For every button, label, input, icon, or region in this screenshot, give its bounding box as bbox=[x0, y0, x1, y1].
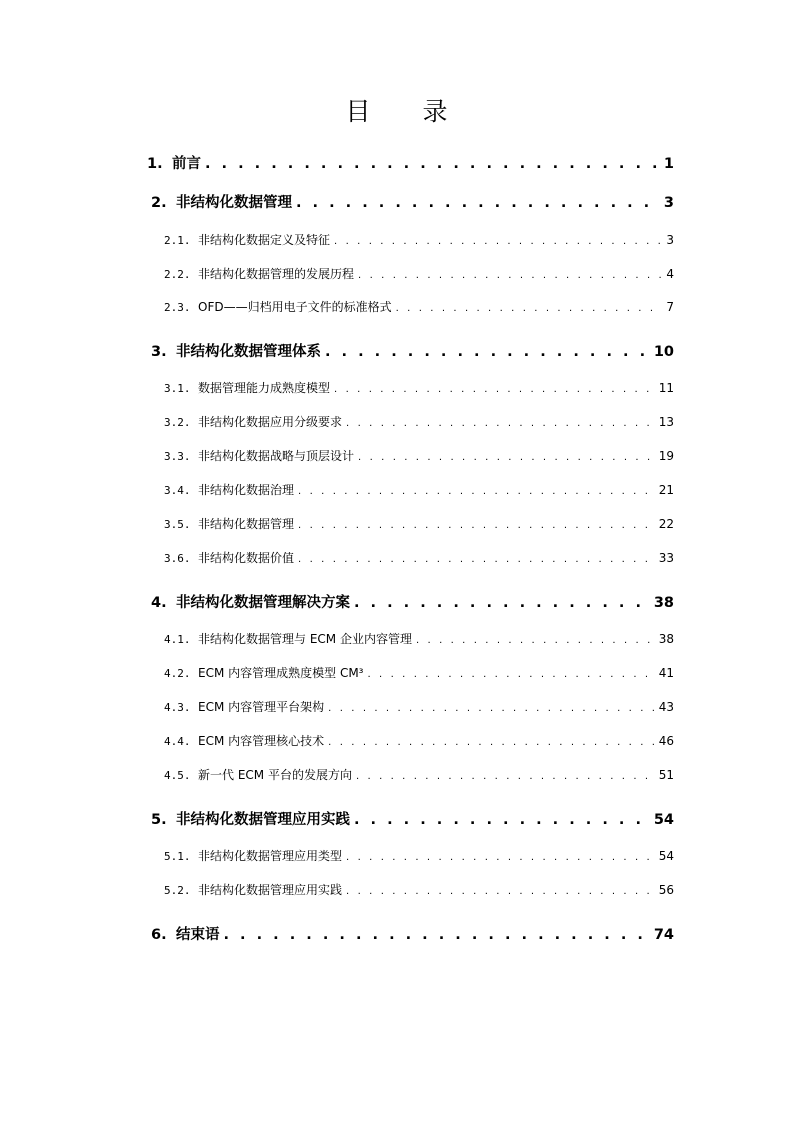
toc-entry-title: 非结构化数据管理的发展历程 bbox=[198, 267, 355, 281]
toc-entry-number: 5.2. bbox=[164, 884, 191, 897]
toc-entry-5-2[interactable] bbox=[164, 881, 674, 898]
toc-entry-5-1[interactable] bbox=[164, 847, 674, 864]
toc-dot-leader bbox=[368, 669, 655, 680]
toc-entry-page: 56 bbox=[658, 883, 674, 897]
toc-entry-number: 6. bbox=[151, 927, 167, 943]
toc-entry-page: 43 bbox=[658, 700, 674, 714]
toc-entry-title: 非结构化数据价值 bbox=[198, 551, 295, 565]
toc-dot-leader bbox=[416, 635, 655, 646]
toc-entry-page: 19 bbox=[658, 449, 674, 463]
toc-dot-leader bbox=[298, 486, 655, 497]
toc-entry-number: 4.1. bbox=[164, 633, 191, 646]
toc-dot-leader bbox=[224, 927, 650, 943]
toc-dot-leader bbox=[354, 812, 650, 828]
toc-entry-3-4[interactable] bbox=[164, 481, 674, 498]
toc-entry-title: OFD——归档用电子文件的标准格式 bbox=[198, 300, 392, 314]
toc-title: 目 录 bbox=[345, 97, 470, 126]
toc-entry-page: 3 bbox=[666, 233, 674, 247]
toc-entry-3[interactable] bbox=[151, 340, 674, 361]
toc-entry-3-5[interactable] bbox=[164, 515, 674, 532]
toc-dot-leader bbox=[346, 886, 655, 897]
toc-entry-title: 结束语 bbox=[176, 927, 220, 943]
toc-entry-number: 2.2. bbox=[164, 268, 191, 281]
toc-dot-leader bbox=[356, 771, 655, 782]
toc-entry-title: 非结构化数据管理应用实践 bbox=[176, 812, 350, 828]
toc-entry-title: 非结构化数据管理体系 bbox=[176, 344, 321, 360]
toc-entry-6[interactable] bbox=[151, 923, 674, 944]
toc-entry-page: 7 bbox=[666, 300, 674, 314]
toc-entry-4-3[interactable] bbox=[164, 698, 674, 715]
toc-entry-title: 非结构化数据管理与 ECM 企业内容管理 bbox=[198, 632, 412, 646]
toc-entry-title: 非结构化数据战略与顶层设计 bbox=[198, 449, 355, 463]
toc-entry-title: ECM 内容管理核心技术 bbox=[198, 734, 325, 748]
toc-entry-number: 5. bbox=[151, 812, 167, 828]
toc-entry-page: 54 bbox=[653, 812, 674, 828]
toc-entry-title: 非结构化数据管理 bbox=[198, 517, 295, 531]
toc-entry-page: 38 bbox=[658, 632, 674, 646]
toc-entry-number: 3.4. bbox=[164, 484, 191, 497]
toc-entry-title: 非结构化数据管理应用实践 bbox=[198, 883, 343, 897]
toc-dot-leader bbox=[328, 737, 655, 748]
toc-entry-page: 4 bbox=[666, 267, 674, 281]
toc-entry-3-6[interactable] bbox=[164, 549, 674, 566]
toc-entry-number: 3.6. bbox=[164, 552, 191, 565]
toc-dot-leader bbox=[298, 554, 655, 565]
toc-entry-2[interactable] bbox=[151, 191, 674, 212]
toc-entry-1[interactable] bbox=[147, 152, 674, 173]
toc-entry-number: 5.1. bbox=[164, 850, 191, 863]
toc-entry-5[interactable] bbox=[151, 808, 674, 829]
toc-entry-2-2[interactable] bbox=[164, 265, 674, 282]
toc-entry-number: 2.3. bbox=[164, 301, 191, 314]
toc-entry-4-2[interactable] bbox=[164, 664, 674, 681]
toc-entry-page: 41 bbox=[658, 666, 674, 680]
toc-entry-3-3[interactable] bbox=[164, 447, 674, 464]
toc-entry-title: 前言 bbox=[172, 156, 201, 172]
toc-entry-title: 非结构化数据应用分级要求 bbox=[198, 415, 343, 429]
toc-entry-2-1[interactable] bbox=[164, 231, 674, 248]
toc-entry-4-5[interactable] bbox=[164, 766, 674, 783]
toc-entry-page: 21 bbox=[658, 483, 674, 497]
toc-dot-leader bbox=[205, 156, 660, 172]
toc-entry-4-4[interactable] bbox=[164, 732, 674, 749]
toc-entry-title: 非结构化数据定义及特征 bbox=[198, 233, 331, 247]
toc-entry-page: 10 bbox=[653, 344, 674, 360]
toc-entry-title: 非结构化数据管理解决方案 bbox=[176, 595, 350, 611]
toc-entry-3-2[interactable] bbox=[164, 413, 674, 430]
toc-entry-page: 38 bbox=[653, 595, 674, 611]
toc-entry-3-1[interactable] bbox=[164, 379, 674, 396]
toc-entry-page: 54 bbox=[658, 849, 674, 863]
toc-dot-leader bbox=[328, 703, 655, 714]
toc-entry-number: 3.3. bbox=[164, 450, 191, 463]
toc-entry-number: 3.1. bbox=[164, 382, 191, 395]
toc-entry-number: 4.2. bbox=[164, 667, 191, 680]
toc-entry-title: ECM 内容管理平台架构 bbox=[198, 700, 325, 714]
toc-entry-page: 1 bbox=[663, 156, 674, 172]
toc-dot-leader bbox=[298, 520, 655, 531]
toc-dot-leader bbox=[325, 344, 650, 360]
toc-dot-leader bbox=[358, 452, 655, 463]
toc-dot-leader bbox=[346, 852, 655, 863]
toc-entry-number: 4.4. bbox=[164, 735, 191, 748]
toc-dot-leader bbox=[346, 418, 655, 429]
toc-entry-page: 74 bbox=[653, 927, 674, 943]
toc-entry-title: 非结构化数据管理应用类型 bbox=[198, 849, 343, 863]
toc-entry-number: 4.3. bbox=[164, 701, 191, 714]
toc-entry-page: 33 bbox=[658, 551, 674, 565]
toc-entry-number: 4.5. bbox=[164, 769, 191, 782]
toc-entry-title: 非结构化数据管理 bbox=[176, 195, 292, 211]
toc-dot-leader bbox=[396, 303, 663, 314]
toc-entry-number: 3. bbox=[151, 344, 167, 360]
toc-entry-title: 数据管理能力成熟度模型 bbox=[198, 381, 331, 395]
toc-dot-leader bbox=[354, 595, 650, 611]
toc-entry-page: 51 bbox=[658, 768, 674, 782]
toc-entry-title: ECM 内容管理成熟度模型 CM³ bbox=[198, 666, 364, 680]
toc-entry-2-3[interactable] bbox=[164, 298, 674, 315]
toc-entry-title: 新一代 ECM 平台的发展方向 bbox=[198, 768, 352, 782]
toc-entry-number: 3.2. bbox=[164, 416, 191, 429]
toc-entry-number: 2.1. bbox=[164, 234, 191, 247]
toc-entry-number: 4. bbox=[151, 595, 167, 611]
toc-entry-4-1[interactable] bbox=[164, 630, 674, 647]
toc-entry-number: 2. bbox=[151, 195, 167, 211]
toc-entry-page: 11 bbox=[658, 381, 674, 395]
toc-entry-page: 13 bbox=[658, 415, 674, 429]
toc-dot-leader bbox=[334, 384, 655, 395]
toc-entry-page: 22 bbox=[658, 517, 674, 531]
toc-dot-leader bbox=[334, 236, 662, 247]
toc-dot-leader bbox=[358, 270, 662, 281]
toc-entry-4[interactable] bbox=[151, 591, 674, 612]
toc-entry-title: 非结构化数据治理 bbox=[198, 483, 295, 497]
toc-entry-page: 3 bbox=[663, 195, 674, 211]
toc-dot-leader bbox=[296, 195, 660, 211]
toc-entry-number: 3.5. bbox=[164, 518, 191, 531]
toc-entry-page: 46 bbox=[658, 734, 674, 748]
toc-entry-number: 1. bbox=[147, 156, 163, 172]
